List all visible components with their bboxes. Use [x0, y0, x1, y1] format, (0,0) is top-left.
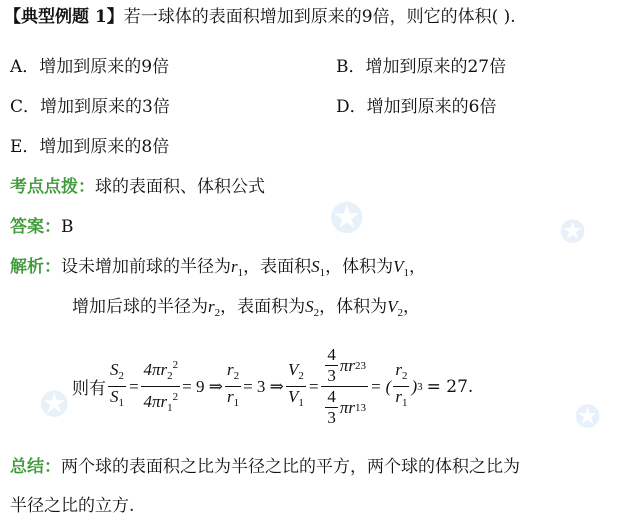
- summary-line-1: [10, 456, 520, 478]
- analysis-text: ，表面积: [243, 257, 312, 277]
- answer-label: 答案：: [10, 217, 61, 237]
- summary-line-2: 半径之比的立方.: [10, 496, 135, 516]
- question-label: 【典型例题 1】: [4, 7, 124, 27]
- math-v2: $V_2$: [387, 297, 404, 319]
- option-a: A．增加到原来的9倍: [10, 57, 170, 77]
- key-point-label: 考点点拨：: [10, 177, 95, 197]
- answer-text: B: [61, 217, 74, 237]
- watermark-logo: ✪: [575, 400, 601, 435]
- analysis-text: ，体积为: [319, 297, 388, 317]
- question-stem: 若一球体的表面积增加到原来的9倍，则它的体积( ).: [123, 7, 516, 27]
- question-line: [4, 6, 516, 28]
- analysis-line-1: [10, 256, 426, 284]
- option-e: E．增加到原来的8倍: [10, 137, 170, 157]
- analysis-text: ，: [403, 297, 421, 317]
- math-s1: $S_1$: [311, 257, 326, 279]
- key-point-text: 球的表面积、体积公式: [95, 177, 265, 197]
- option-c: C．增加到原来的3倍: [10, 97, 170, 117]
- watermark-logo: ✪: [560, 215, 586, 250]
- analysis-text: ，: [409, 257, 427, 277]
- option-b: B．增加到原来的27倍: [336, 57, 507, 77]
- math-r2: $r_2$: [208, 297, 221, 319]
- math-v1: $V_1$: [393, 257, 410, 279]
- analysis-label: 解析：: [10, 257, 61, 277]
- math-r1: $r_1$: [231, 257, 244, 279]
- analysis-text: 则有: [72, 379, 106, 399]
- option-d: D．增加到原来的6倍: [336, 97, 497, 117]
- formula-result: = 27.: [426, 376, 474, 397]
- key-point: [10, 176, 265, 198]
- analysis-line-2: [72, 296, 420, 324]
- formula-math: $\frac{S_2}{S_1}$ = $\frac{4\pi r_2^2}{4\pi r_1^2}$ = 9 ⇒ $\frac{r_2}{r_1}$ = 3 ⇒ $\frac{V_2}{V_1}$ = $\frac{4}{3}$ πr 2 3 $\frac{4}{3}$ πr 1 3 = ( $\frac{r_2}{r_1}$ ) 3: [110, 345, 423, 427]
- math-s2: $S_2$: [305, 297, 320, 319]
- analysis-text: 设未增加前球的半径为: [61, 257, 231, 277]
- summary-text-1: 两个球的表面积之比为半径之比的平方，两个球的体积之比为: [61, 457, 520, 477]
- analysis-text: 增加后球的半径为: [72, 297, 208, 317]
- answer: [10, 216, 74, 238]
- summary-label: 总结：: [10, 457, 61, 477]
- analysis-text: ，体积为: [325, 257, 394, 277]
- watermark-logo: ✪: [40, 385, 69, 425]
- analysis-formula: [72, 345, 473, 428]
- analysis-text: ，表面积为: [220, 297, 306, 317]
- watermark-logo: ✪: [330, 195, 364, 242]
